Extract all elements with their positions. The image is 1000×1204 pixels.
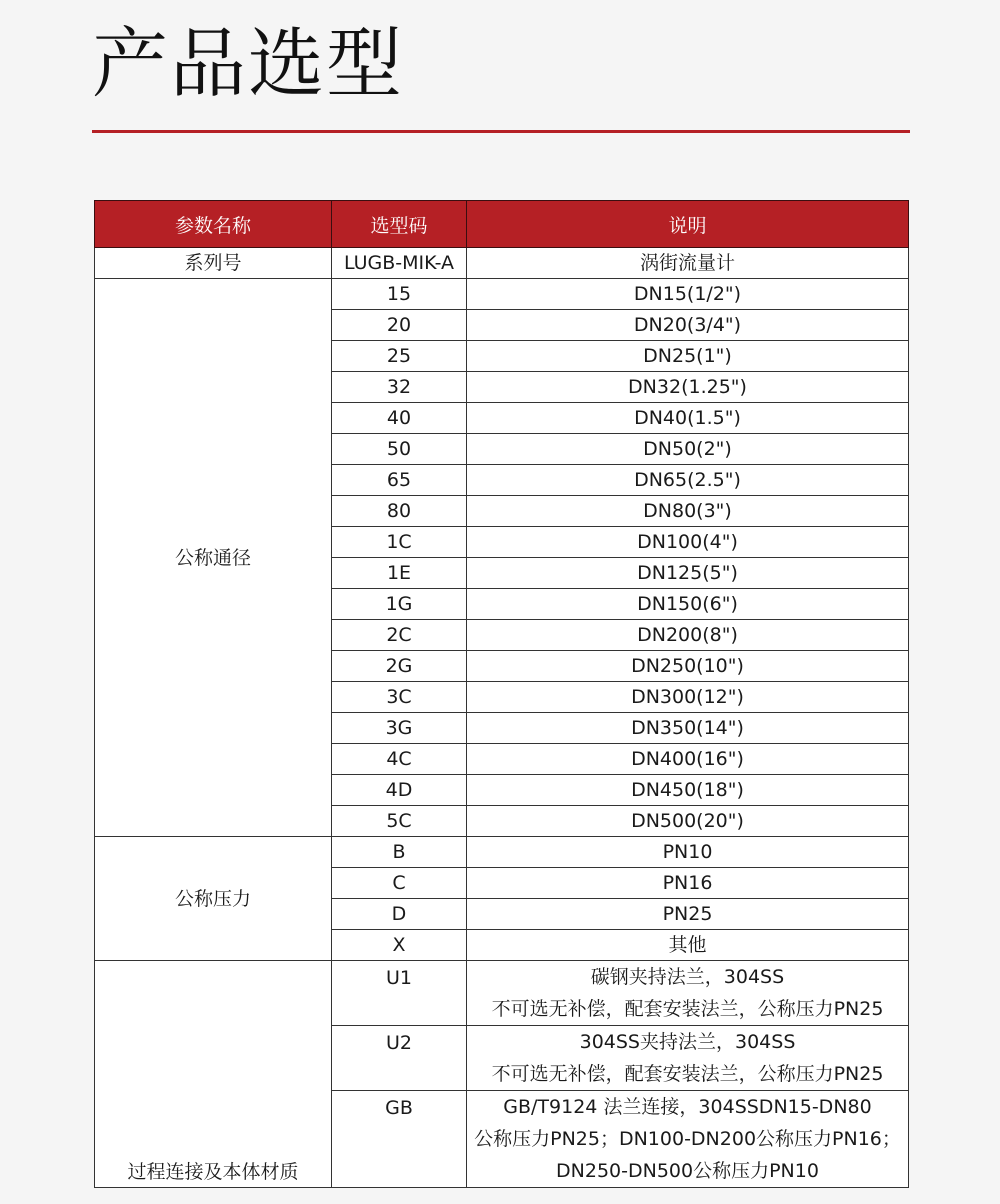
description-cell: DN400(16") (467, 744, 909, 775)
param-name-cell: 系列号 (95, 248, 332, 279)
description-cell: 其他 (467, 930, 909, 961)
code-cell: 5C (332, 806, 467, 837)
table-row (95, 961, 909, 1026)
code-cell: 15 (332, 279, 467, 310)
page-title: 产品选型 (92, 19, 404, 108)
description-line: 304SS夹持法兰，304SS (579, 1031, 796, 1053)
code-cell: X (332, 930, 467, 961)
description-cell: DN65(2.5") (467, 465, 909, 496)
description-cell: DN100(4") (467, 527, 909, 558)
table-header-row (95, 201, 909, 248)
code-cell: 32 (332, 372, 467, 403)
title-divider (92, 130, 910, 133)
description-cell: DN450(18") (467, 775, 909, 806)
selection-table (94, 200, 909, 1188)
description-cell: DN125(5") (467, 558, 909, 589)
description-cell: DN25(1") (467, 341, 909, 372)
code-cell: B (332, 837, 467, 868)
description-cell: DN32(1.25") (467, 372, 909, 403)
code-cell: 1C (332, 527, 467, 558)
code-cell: 4D (332, 775, 467, 806)
param-name-cell: 公称压力 (95, 837, 332, 961)
code-cell: 4C (332, 744, 467, 775)
description-cell: DN200(8") (467, 620, 909, 651)
header-code: 选型码 (332, 201, 467, 248)
description-cell (467, 961, 909, 1026)
description-cell: PN25 (467, 899, 909, 930)
description-cell (467, 1026, 909, 1091)
description-cell: DN250(10") (467, 651, 909, 682)
description-cell: DN15(1/2") (467, 279, 909, 310)
table-row (95, 248, 909, 279)
description-cell: DN150(6") (467, 589, 909, 620)
description-line: GB/T9124 法兰连接，304SSDN15-DN80 (503, 1096, 872, 1118)
code-cell: 20 (332, 310, 467, 341)
code-cell: 40 (332, 403, 467, 434)
description-line: 不可选无补偿，配套安装法兰，公称压力PN25 (491, 998, 884, 1020)
description-line: DN250-DN500公称压力PN10 (556, 1160, 819, 1182)
code-cell: 65 (332, 465, 467, 496)
description-cell: 涡街流量计 (467, 248, 909, 279)
description-cell: DN50(2") (467, 434, 909, 465)
description-cell: DN80(3") (467, 496, 909, 527)
header-param-name: 参数名称 (95, 201, 332, 248)
param-name-cell: 公称通径 (95, 279, 332, 837)
description-line: 碳钢夹持法兰，304SS (590, 966, 785, 988)
description-cell: DN300(12") (467, 682, 909, 713)
code-cell: 50 (332, 434, 467, 465)
code-cell: 1G (332, 589, 467, 620)
description-cell: DN20(3/4") (467, 310, 909, 341)
code-cell: C (332, 868, 467, 899)
table-row (95, 279, 909, 310)
param-name-cell: 过程连接及本体材质 (95, 961, 332, 1188)
code-cell: GB (332, 1091, 467, 1188)
code-cell: 25 (332, 341, 467, 372)
description-cell: DN350(14") (467, 713, 909, 744)
code-cell: 2C (332, 620, 467, 651)
code-cell: 80 (332, 496, 467, 527)
code-cell: 1E (332, 558, 467, 589)
description-line: 不可选无补偿，配套安装法兰，公称压力PN25 (491, 1063, 884, 1085)
table-row (95, 837, 909, 868)
description-cell: PN10 (467, 837, 909, 868)
description-line: 公称压力PN25；DN100-DN200公称压力PN16； (474, 1128, 901, 1150)
code-cell: 2G (332, 651, 467, 682)
header-description: 说明 (467, 201, 909, 248)
code-cell: U2 (332, 1026, 467, 1091)
description-cell (467, 1091, 909, 1188)
code-cell: D (332, 899, 467, 930)
code-cell: U1 (332, 961, 467, 1026)
description-cell: DN500(20") (467, 806, 909, 837)
code-cell: LUGB-MIK-A (332, 248, 467, 279)
description-cell: DN40(1.5") (467, 403, 909, 434)
code-cell: 3C (332, 682, 467, 713)
description-cell: PN16 (467, 868, 909, 899)
code-cell: 3G (332, 713, 467, 744)
